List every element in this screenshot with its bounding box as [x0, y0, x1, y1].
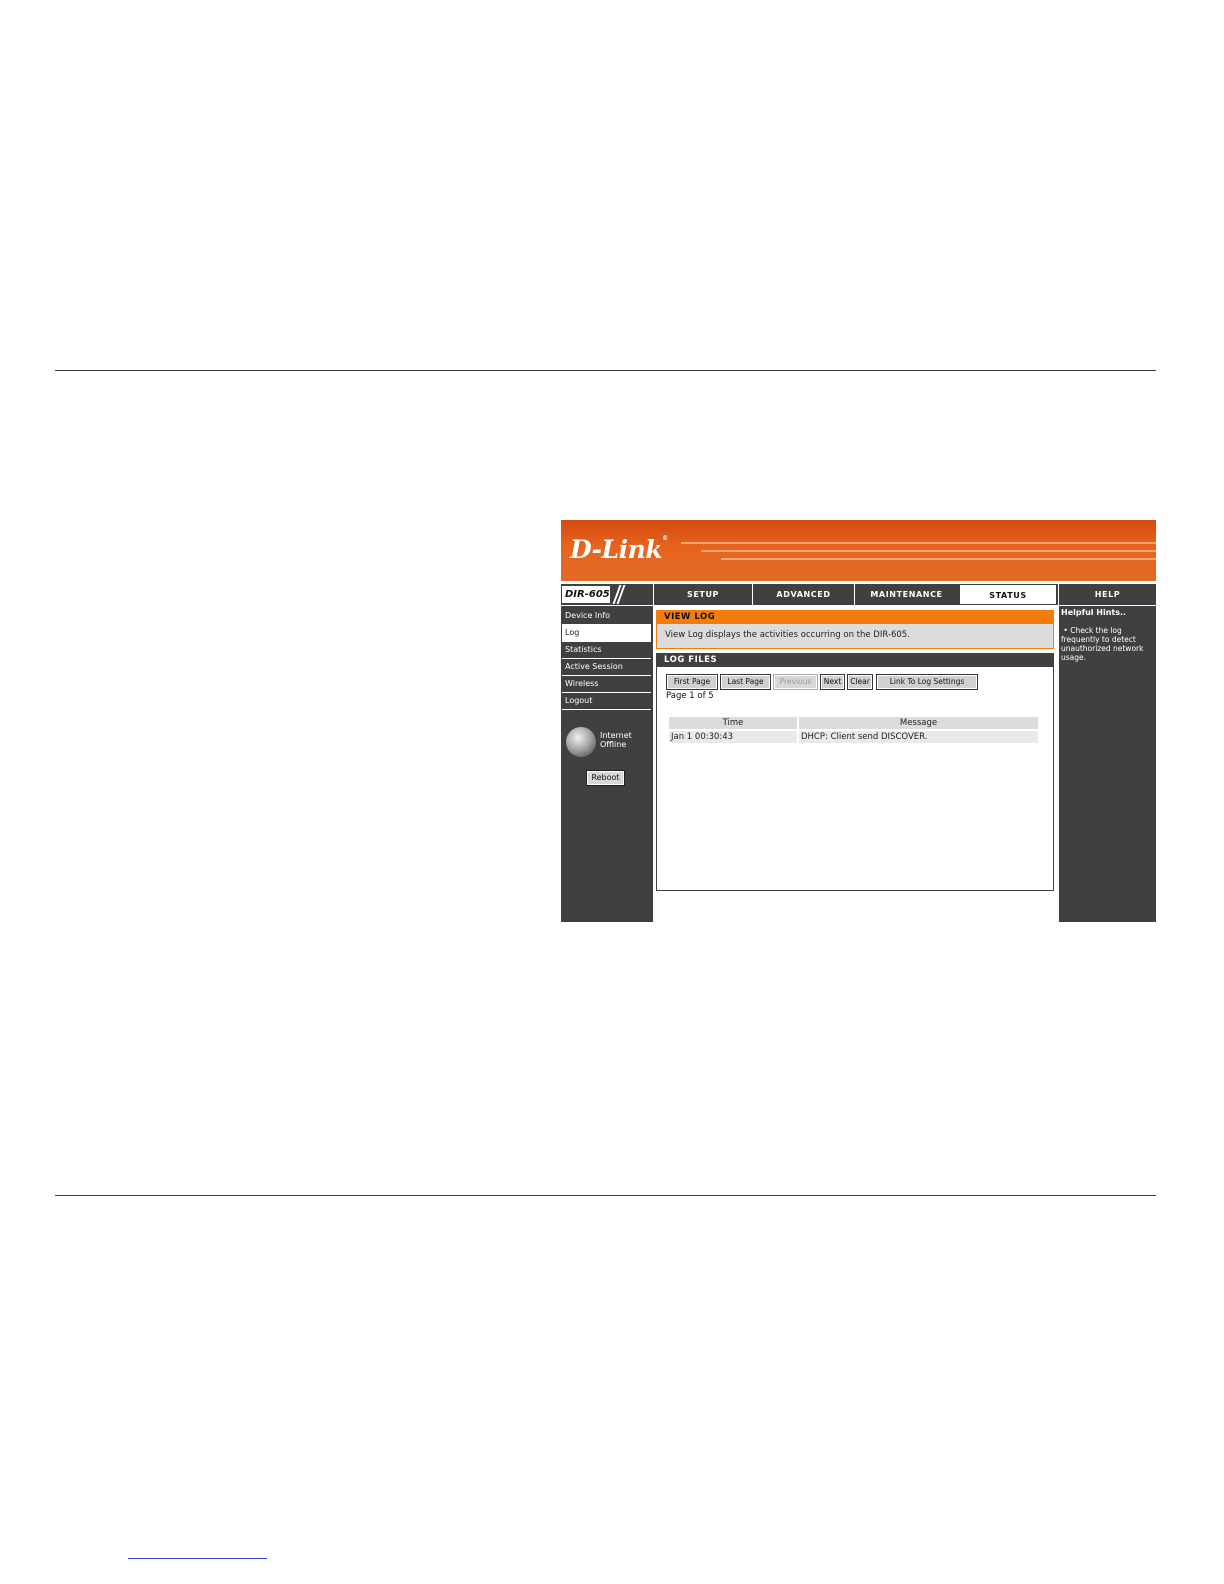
previous-button[interactable]: Previous	[774, 675, 817, 689]
hints-title: Helpful Hints..	[1061, 608, 1127, 617]
log-time: Jan 1 00:30:43	[669, 731, 797, 743]
sidebar-item-device-info[interactable]: Device Info	[562, 608, 651, 625]
internet-status-label: Internet	[600, 731, 632, 740]
link-to-log-settings-button[interactable]: Link To Log Settings	[877, 675, 977, 689]
reboot-button[interactable]: Reboot	[587, 771, 624, 785]
model-badge	[561, 584, 653, 605]
log-files-panel	[656, 667, 1054, 891]
internet-globe-icon	[566, 727, 596, 757]
sidebar-item-wireless[interactable]: Wireless	[562, 676, 651, 693]
tab-advanced[interactable]: ADVANCED	[752, 584, 854, 605]
model-label: DIR-605	[562, 586, 610, 603]
log-table	[667, 715, 1040, 745]
next-button[interactable]: Next	[821, 675, 844, 689]
last-page-button[interactable]: Last Page	[721, 675, 770, 689]
view-log-heading: VIEW LOG	[656, 610, 1054, 624]
top-nav	[561, 584, 1156, 605]
internet-status-value: Offline	[600, 740, 627, 749]
log-files-heading: LOG FILES	[656, 653, 1054, 667]
help-sidebar	[1059, 606, 1156, 922]
hint-item: • Check the log frequently to detect unauthorized network usage.	[1061, 626, 1144, 662]
log-table-header	[669, 717, 1038, 729]
tab-help[interactable]: HELP	[1058, 584, 1156, 605]
view-log-description: View Log displays the activities occurring on the DIR-605.	[656, 624, 1054, 649]
footer-link-underline[interactable]	[128, 1558, 267, 1559]
sidebar-item-statistics[interactable]: Statistics	[562, 642, 651, 659]
clear-button[interactable]: Clear	[848, 675, 872, 689]
header-banner	[561, 520, 1156, 581]
column-message: Message	[799, 717, 1038, 729]
dlink-logo: D-Link®	[570, 535, 668, 564]
sidebar-item-logout[interactable]: Logout	[562, 693, 651, 710]
page-divider-top	[55, 370, 1156, 371]
column-time: Time	[669, 717, 797, 729]
internet-status	[600, 731, 632, 749]
sidebar-item-log[interactable]: Log	[562, 625, 651, 642]
log-message: DHCP: Client send DISCOVER.	[799, 731, 1038, 743]
router-screenshot	[561, 520, 1156, 922]
page-indicator: Page 1 of 5	[666, 691, 714, 701]
table-row	[669, 731, 1038, 743]
hint-text: Check the log frequently to detect unauthorized network usage.	[1061, 626, 1144, 662]
tab-maintenance[interactable]: MAINTENANCE	[854, 584, 958, 605]
sidebar-item-active-session[interactable]: Active Session	[562, 659, 651, 676]
tab-setup[interactable]: SETUP	[653, 584, 752, 605]
tab-status[interactable]: STATUS	[959, 584, 1057, 605]
first-page-button[interactable]: First Page	[667, 675, 717, 689]
sidebar	[561, 606, 653, 922]
page-divider-bottom	[55, 1195, 1156, 1196]
